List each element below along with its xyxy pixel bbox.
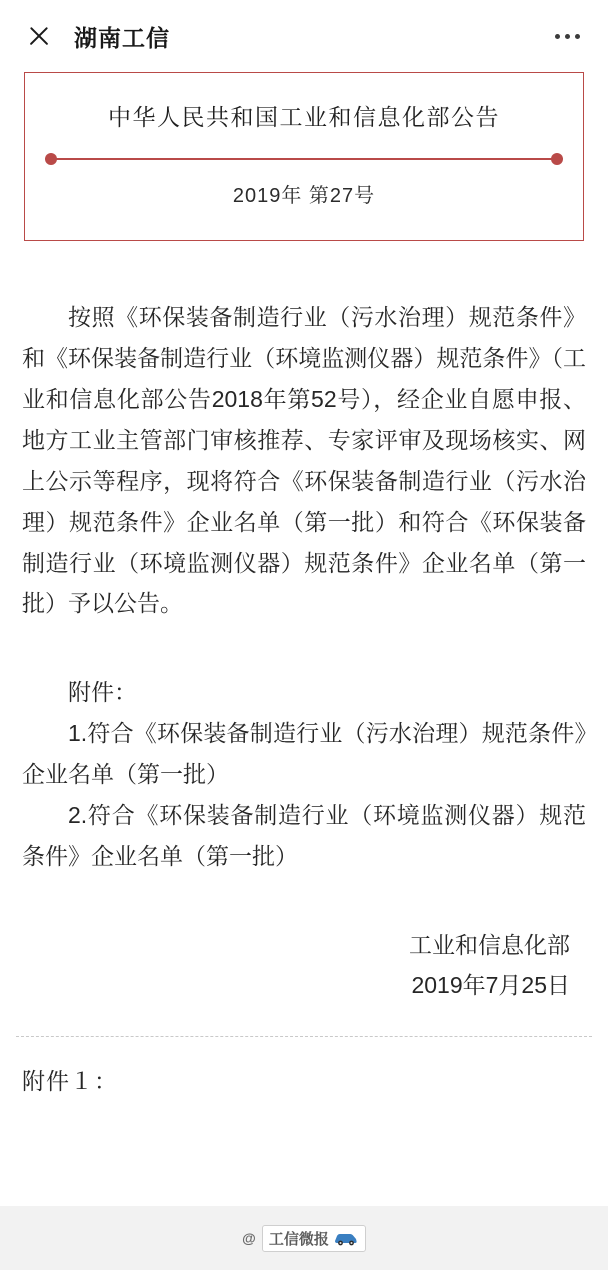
app-topbar (0, 0, 608, 72)
watermark-badge (262, 1225, 366, 1252)
page-title: 湖南工信 (74, 24, 170, 51)
watermark-label: 工信微报 (268, 1230, 329, 1248)
at-symbol: @ (242, 1230, 256, 1246)
divider-dot-right-icon (551, 153, 563, 165)
spacer (22, 624, 586, 672)
more-options-icon[interactable] (553, 28, 582, 45)
divider-line (51, 158, 557, 160)
signature-block (22, 925, 586, 1006)
more-dot (575, 34, 580, 39)
spacer (0, 241, 608, 297)
document-content (0, 297, 608, 1006)
appendix-heading: 附件１： (22, 1067, 118, 1094)
body-paragraph-1: 按照《环保装备制造行业（污水治理）规范条件》和《环保装备制造行业（环境监测仪器）规范条件》（工业和信息化部公告2018年第52号），经企业自愿申报、地方工业主管部门审核推荐、专家评审及现场核实、网上公示等程序，现将符合《环保装备制造行业（污水治理）规范条件》企业名单（第一批）和符合《环保装备制造行业（环境监测仪器）规范条件》企业名单（第一批）予以公告。 (22, 303, 586, 617)
car-icon (333, 1230, 359, 1246)
announcement-main-title: 中华人民共和国工业和信息化部公告 (108, 104, 500, 130)
attachment-item-2: 2.符合《环保装备制造行业（环境监测仪器）规范条件》企业名单（第一批） (22, 802, 586, 870)
close-icon[interactable] (26, 23, 52, 49)
attachment-label: 附件： (68, 679, 137, 706)
more-dot (555, 34, 560, 39)
signature-date: 2019年7月25日 (411, 972, 570, 999)
attachment-item-1: 1.符合《环保装备制造行业（污水治理）规范条件》企业名单（第一批） (22, 720, 586, 788)
watermark (242, 1225, 366, 1252)
footer-bar (0, 1206, 608, 1270)
more-dot (565, 34, 570, 39)
decorative-divider (45, 147, 563, 173)
announcement-title-card (24, 72, 584, 241)
announcement-number: 2019年 第27号 (232, 184, 376, 207)
signature-issuer: 工业和信息化部 (409, 932, 570, 959)
spacer (22, 877, 586, 925)
